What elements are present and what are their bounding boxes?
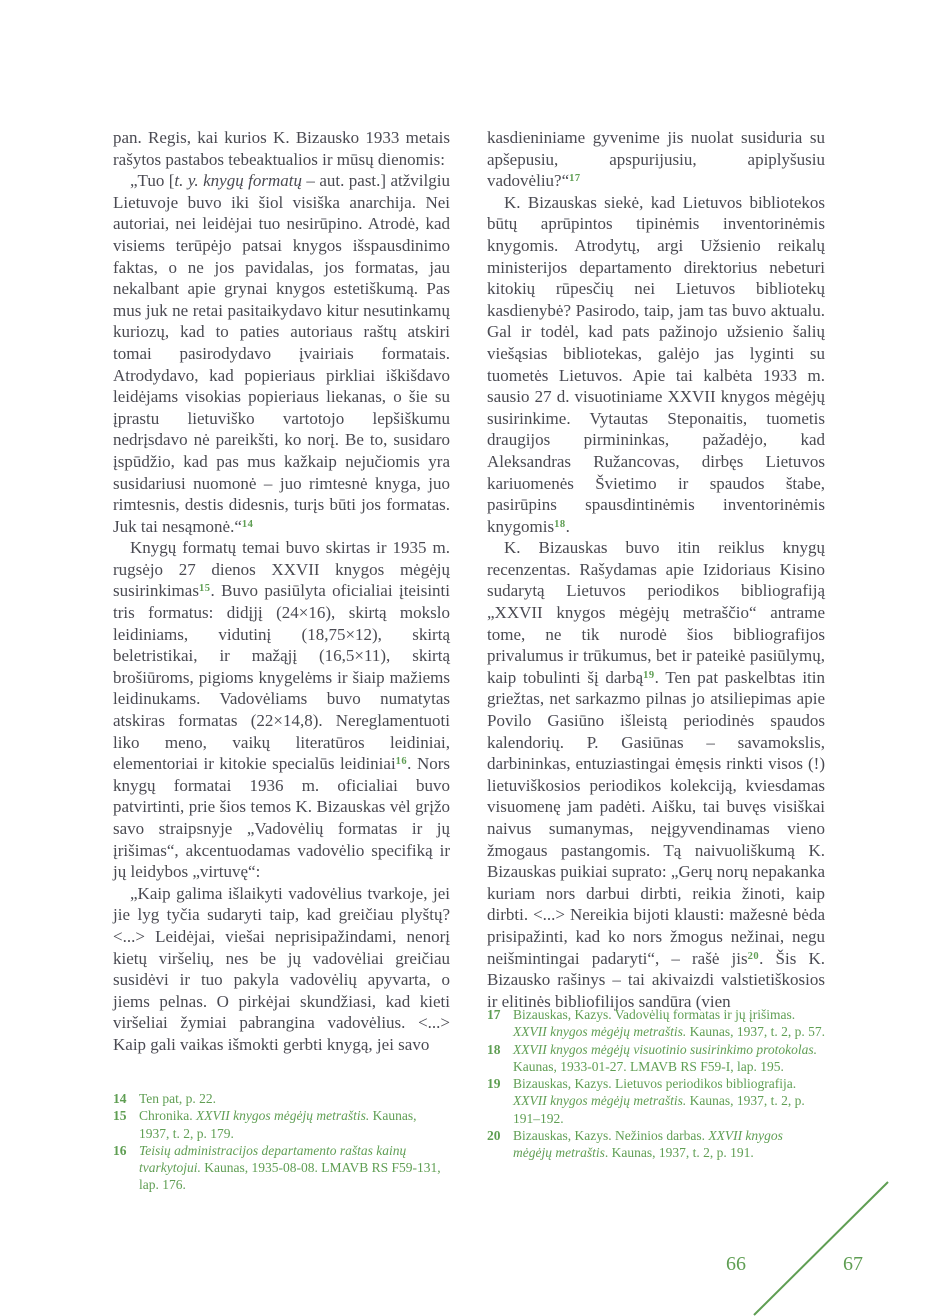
text-segment: . Nors knygų formatai 1936 m. oficialiai buvo patvirtinti, prie šios temos K. Bizauskas vėl grįžo savo straipsnyje „Vadovėlių formatas ir jų įrišimas“, akcentuodamas vadovėlio specifiką ir jų leidybos „virtuvę“: — [113, 754, 450, 882]
diagonal-divider-line — [740, 1172, 900, 1316]
footnote-text — [513, 1075, 825, 1127]
paragraph — [113, 537, 450, 883]
text-segment: pan. Regis, kai kurios K. Bizausko 1933 metais rašytos pastabos tebeaktualios ir mūsų dienomis: — [113, 128, 450, 169]
footnote — [487, 1075, 825, 1127]
paragraph — [487, 192, 825, 538]
footnote-number: 18 — [487, 1041, 501, 1057]
footnote-marker: 17 — [569, 173, 581, 185]
text-segment-italic: XXVII knygos mėgėjų metraštis. — [196, 1108, 370, 1124]
paragraph — [487, 127, 825, 192]
footnote-marker: 20 — [747, 950, 760, 962]
text-segment-italic: XXVII knygos mėgėjų metraštis. — [513, 1024, 687, 1040]
text-segment: kasdieniniame gyvenime jis nuolat susiduria su apšepusiu, apspurijusiu, apiplyšusiu vadovėliu?“ — [487, 128, 825, 191]
footnote-number: 14 — [113, 1091, 127, 1106]
text-segment: Kaunas, 1935-08-08. LMAVB RS F59-131, lap. 176. — [139, 1160, 441, 1193]
footnote-text — [513, 1006, 825, 1041]
footnote-number: 15 — [113, 1108, 127, 1124]
footnote-marker: 16 — [395, 756, 408, 768]
text-segment: „Tuo [ — [130, 171, 175, 191]
text-segment: . Kaunas, 1937, t. 2, p. 191. — [604, 1145, 754, 1161]
footnote — [487, 1006, 825, 1041]
page-number-left: 66 — [726, 1253, 746, 1275]
footnote-text — [139, 1142, 450, 1194]
text-segment: – aut. past.] atžvilgiu Lietuvoje buvo iki šiol visiška anarchija. Nei autoriai, nei leidėjai tuo nesirūpino. Atrodė, kad visiems terūpėjo patsai knygos išspausdinimo faktas, o ne jos pavidalas, jos formatas, jau nekalbant apie grynai knygos estetiškumą. Pas mus juk ne retai pasitaikydavo kitur nesutinkamų kuriozų, kad to paties autoriaus raštų atskiri tomai pasirodydavo įvairiais formatais. Atrodydavo, kad popieriaus pirkliai iškišdavo leidėjams visokias popieriaus liekanas, o šie su įprastu lietuviško vartotojo lepšiškumu nedrįsdavo nė pareikšti, ko norį. Be to, susidaro įspūdžio, kad pas mus kažkaip nejučiomis yra susidariusi nuomonė – juo rimtesnė knyga, juo rimtesnis, destis didesnis, turįs būti jos formatas. Juk tai nesąmonė.“ — [113, 171, 450, 536]
text-segment: . Buvo pasiūlyta oficialiai įteisinti tris formatus: didįjį (24×16), skirtą mokslo leidiniams, vidutinį (18,75×12), skirtą beletristikai, ir mažąjį (16,5×11), skirtą brošiūroms, pigioms knygelėms ir šiaip mažiems leidinukams. Vadovėliams buvo numatytas atskiras formatas (22×14,8). Nereglamentuoti liko meno, vaikų literatūros leidiniai, elementoriai ir kitokie specialūs leidiniai — [113, 581, 450, 774]
text-segment: K. Bizauskas buvo itin reiklus knygų recenzentas. Rašydamas apie Izidoriaus Kisino sudarytą Lietuvos periodikos bibliografiją „XXVII knygos mėgėjų metraščio“ antrame tome, ne tik nurodė šios bibliografijos privalumus ir trūkumus, bet ir pateikė pasiūlymų, kaip tobulinti šį darbą — [487, 538, 825, 687]
footnote-text — [139, 1107, 450, 1142]
text-segment: Ten pat, p. 22. — [139, 1091, 217, 1106]
footnote-marker: 19 — [643, 669, 655, 681]
text-segment: Knygų formatų temai buvo skirtas ir 1935 m. rugsėjo 27 dienos XXVII knygos mėgėjų susirinkimas — [113, 538, 450, 601]
text-segment-italic: XXVII knygos mėgėjų metraštis. — [513, 1093, 687, 1109]
text-column-left — [113, 127, 450, 1056]
footnote — [113, 1142, 450, 1194]
text-segment: . Ten pat paskelbtas itin griežtas, net sarkazmo pilnas jo atsiliepimas apie Povilo Gasiūno išleistą periodinės spaudos kalendorių. P. Gasiūnas – savamokslis, darbininkas, entuziastingai ėmęsis rinkti visos (!) lietuviškosios periodikos kolekciją, kviesdamas visuomenę jam padėti. Aišku, tai buvęs visiškai naivus sumanymas, neįgyvendinamas vieno žmogaus pastangomis. Tą naivuoliškumą K. Bizauskas puikiai suprato: „Gerų norų nepakanka kuriam nors darbui dirbti, reikia žinoti, kaip dirbti. <...> Nereikia bijoti klausti: mažesnė bėda prisipažinti, kad ko nors žmogus nežinai, negu neišmintingai padaryti“, – rašė jis — [487, 667, 825, 968]
footnote-number: 20 — [487, 1128, 501, 1144]
paragraph — [113, 883, 450, 1056]
footnotes-left — [113, 1090, 450, 1194]
paragraph — [113, 127, 450, 170]
text-segment: Bizauskas, Kazys. Vadovėlių formatas ir jų įrišimas. — [513, 1007, 796, 1022]
text-segment-italic: XXVII knygos mėgėjų visuotinio susirinkimo protokolas. — [513, 1041, 817, 1057]
paragraph — [487, 537, 825, 1012]
text-column-right — [487, 127, 825, 1012]
text-segment-italic: XXVII knygos mėgėjų metraštis — [513, 1128, 783, 1161]
text-segment: . Šis K. Bizausko rašinys – tai akivaizdi valstietiškosios ir elitinės bibliofilijos sandūra (vien — [487, 948, 825, 1011]
footnote-number: 16 — [113, 1142, 127, 1158]
footnote-text — [139, 1090, 450, 1107]
page-number-right: 67 — [843, 1253, 863, 1275]
text-segment: Chronika. — [139, 1108, 196, 1124]
footnote — [113, 1107, 450, 1142]
footnote-text — [513, 1041, 825, 1076]
footnote-text — [513, 1127, 825, 1162]
footnotes-right — [487, 1006, 825, 1162]
text-segment: Bizauskas, Kazys. Lietuvos periodikos bibliografija. — [513, 1076, 797, 1092]
text-segment: Kaunas, 1937, t. 2, p. 179. — [139, 1108, 417, 1141]
text-segment: Bizauskas, Kazys. Nežinios darbas. — [513, 1128, 709, 1144]
text-segment: K. Bizauskas siekė, kad Lietuvos bibliotekos būtų aprūpintos tipinėmis inventorinėmis knygomis. Atrodytų, argi Užsienio reikalų ministerijos departamento direktorius nebeturi kitokių rūpesčių nei Lietuvos bibliotekų kasdienybė? Pasirodo, taip, jam tas buvo aktualu. Gal ir todėl, kad pats pažinojo užsienio šalių viešąsias bibliotekas, galėjo jas lyginti su tuometės Lietuvos. Apie tai kalbėta 1933 m. sausio 27 d. visuotiniame XXVII knygos mėgėjų susirinkime. Vytautas Steponaitis, tuometis draugijos pirmininkas, pažadėjo, kad Aleksandras Ružancovas, dirbęs Lietuvos kariuomenės Švietimo ir spaudos štabe, pasirūpins spausdintinėmis inventorinėmis knygomis — [487, 192, 825, 536]
text-segment: Kaunas, 1937, t. 2, p. 191–192. — [513, 1093, 805, 1126]
footnote — [113, 1090, 450, 1107]
text-segment: Kaunas, 1933-01-27. LMAVB RS F59-I, lap. 195. — [513, 1058, 784, 1074]
footnote-marker: 14 — [241, 518, 254, 530]
text-segment: Kaunas, 1937, t. 2, p. 57. — [686, 1024, 825, 1040]
text-segment: „Kaip galima išlaikyti vadovėlius tvarkoje, jei jie lyg tyčia sudaryti taip, kad greičiau plyštų? <...> Leidėjai, viešai neprisipažindami, nenorį kietų viršelių, nes be jų vadovėliai greičiau susidėvi ir tuo pakyla vadovėlių apyvarta, o jiems pelnas. O pirkėjai skundžiasi, kad kieti viršeliai žymiai pabrangina vadovėlius. <...> Kaip gali vaikas išmokti gerbti knygą, jei savo — [113, 883, 450, 1054]
footnote-number: 19 — [487, 1076, 501, 1092]
text-segment: . — [565, 516, 570, 536]
footnote-number: 17 — [487, 1007, 501, 1022]
footnote — [487, 1041, 825, 1076]
footnote-marker: 18 — [554, 518, 566, 530]
footnote-marker: 15 — [198, 583, 211, 595]
footnote — [487, 1127, 825, 1162]
text-segment-italic: Teisių administracijos departamento raštas kainų tvarkytojui. — [139, 1142, 407, 1176]
text-segment-italic: t. y. knygų formatų — [174, 171, 302, 191]
paragraph — [113, 170, 450, 537]
